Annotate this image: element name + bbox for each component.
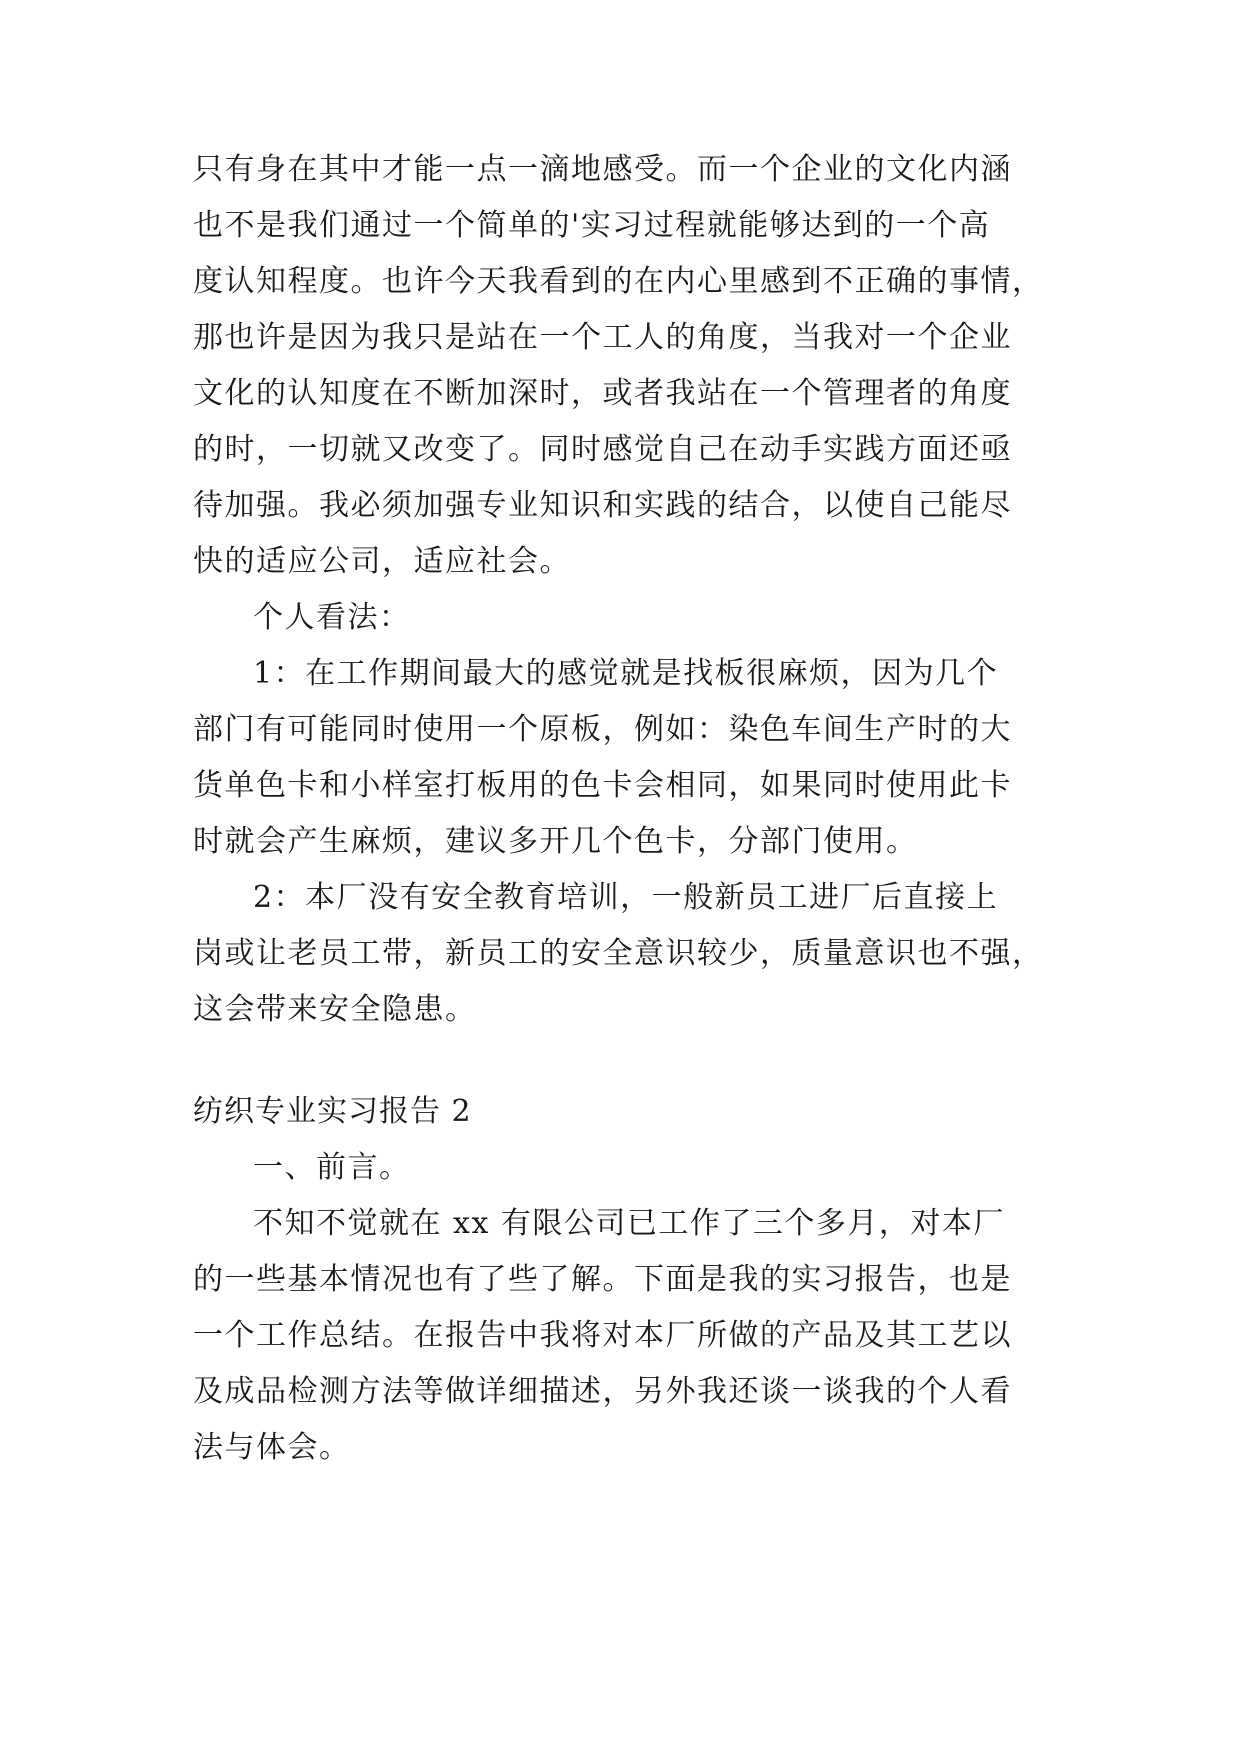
point-2-line: 2：本厂没有安全教育培训，一般新员工进厂后直接上	[253, 880, 999, 915]
paragraph-line: 那也许是因为我只是站在一个工人的角度，当我对一个企业	[193, 320, 1012, 355]
intro-line: 不知不觉就在 xx 有限公司已工作了三个多月，对本厂	[253, 1206, 1005, 1241]
paragraph-line: 快的适应公司，适应社会。	[193, 544, 571, 579]
point-2-line: 这会带来安全隐患。	[193, 992, 477, 1027]
section-title: 纺织专业实习报告 2	[193, 1094, 472, 1129]
point-2-line: 岗或让老员工带，新员工的安全意识较少，质量意识也不强，	[193, 936, 1044, 971]
intro-line: 及成品检测方法等做详细描述，另外我还谈一谈我的个人看	[193, 1374, 1012, 1409]
paragraph-line: 待加强。我必须加强专业知识和实践的结合，以使自己能尽	[193, 488, 1012, 523]
paragraph-line: 文化的认知度在不断加深时，或者我站在一个管理者的角度	[193, 376, 1012, 411]
point-1-line: 货单色卡和小样室打板用的色卡会相同，如果同时使用此卡	[193, 768, 1012, 803]
section-subheading: 一、前言。	[253, 1150, 411, 1185]
paragraph-line: 的时，一切就又改变了。同时感觉自己在动手实践方面还亟	[193, 432, 1012, 467]
intro-line: 一个工作总结。在报告中我将对本厂所做的产品及其工艺以	[193, 1318, 1012, 1353]
opinion-heading: 个人看法：	[253, 600, 411, 635]
paragraph-line: 度认知程度。也许今天我看到的在内心里感到不正确的事情，	[193, 264, 1044, 299]
point-1-line: 部门有可能同时使用一个原板，例如：染色车间生产时的大	[193, 712, 1012, 747]
point-1-line: 1：在工作期间最大的感觉就是找板很麻烦，因为几个	[253, 656, 999, 691]
intro-line: 法与体会。	[193, 1430, 351, 1465]
paragraph-line: 只有身在其中才能一点一滴地感受。而一个企业的文化内涵	[193, 152, 1012, 187]
point-1-line: 时就会产生麻烦，建议多开几个色卡，分部门使用。	[193, 824, 918, 859]
paragraph-line: 也不是我们通过一个简单的'实习过程就能够达到的一个高	[193, 208, 991, 243]
intro-line: 的一些基本情况也有了些了解。下面是我的实习报告，也是	[193, 1262, 1012, 1297]
